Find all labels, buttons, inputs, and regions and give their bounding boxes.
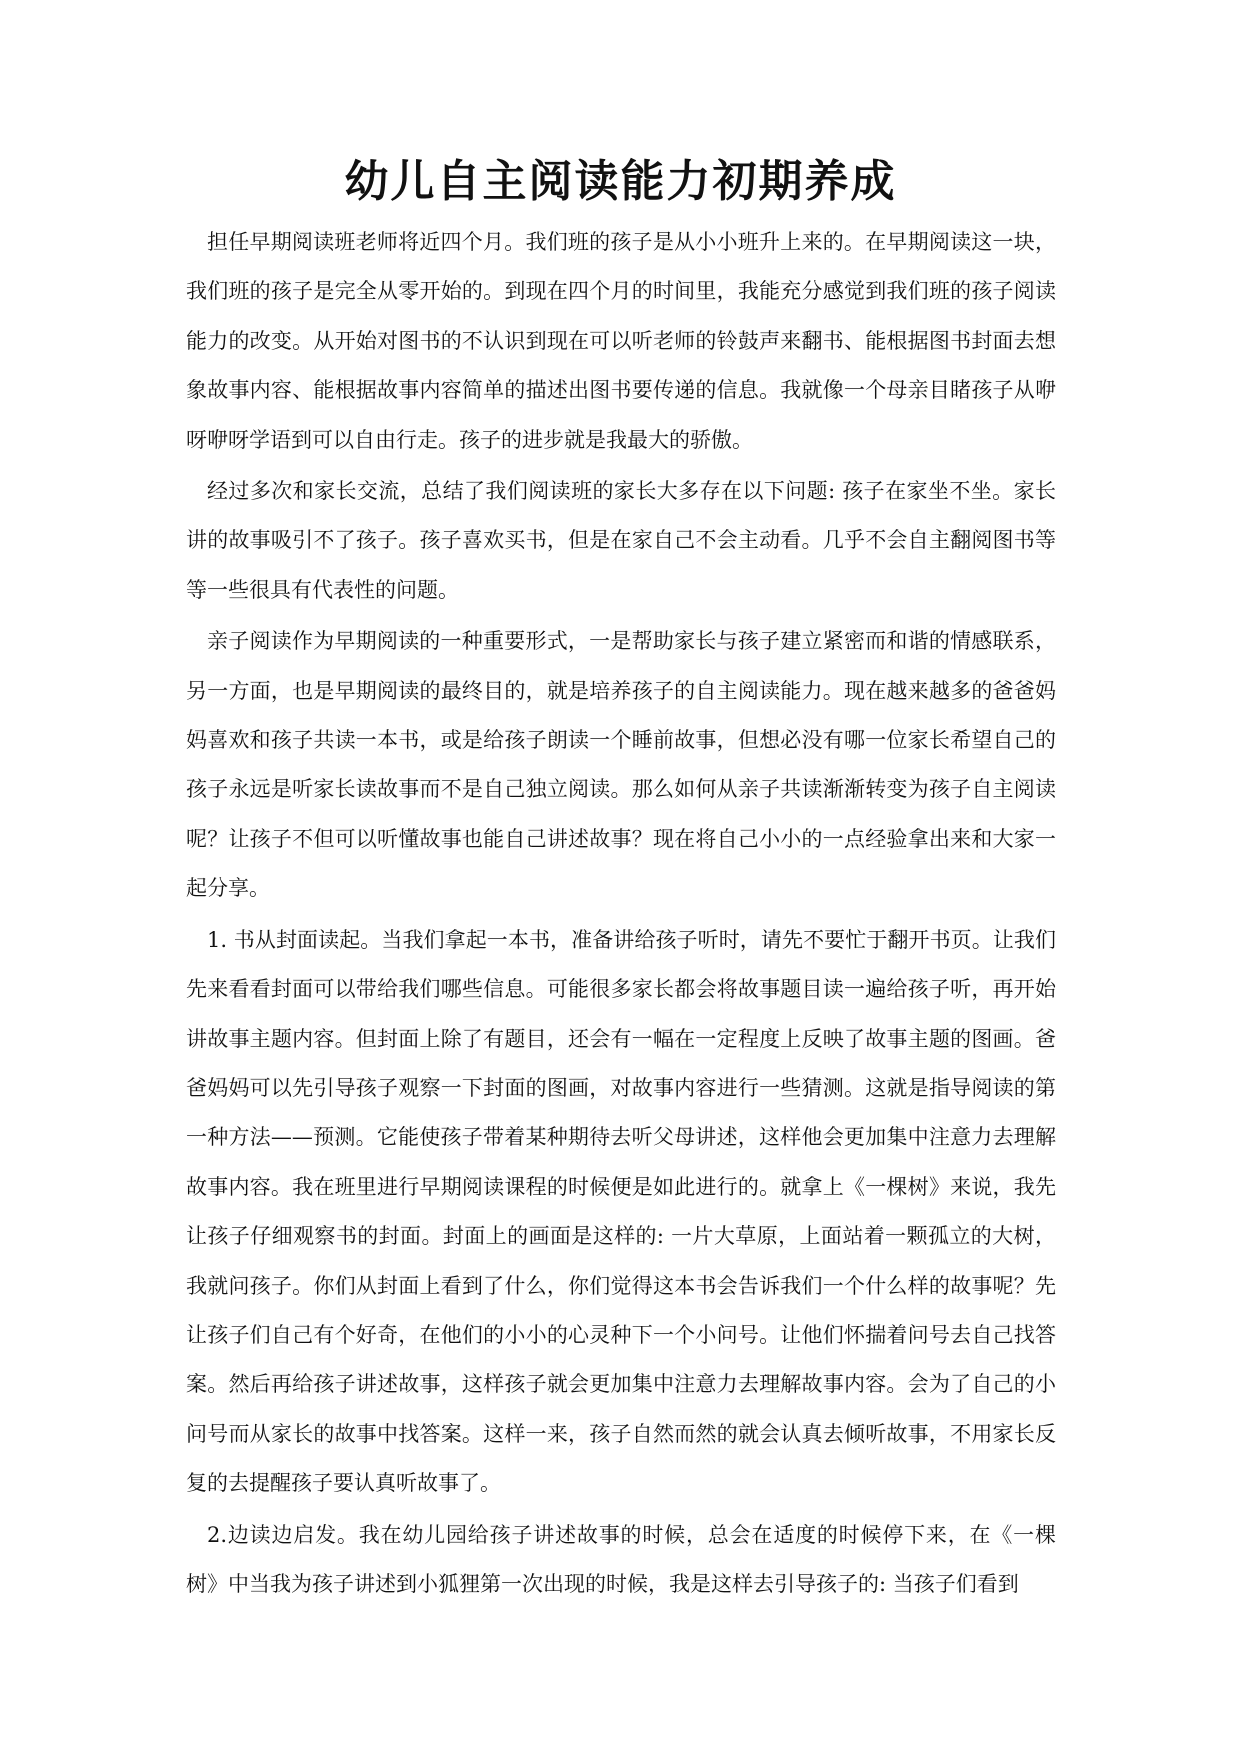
paragraph-4: 1. 书从封面读起。当我们拿起一本书，准备讲给孩子听时，请先不要忙于翻开书页。让我们先来看看封面可以带给我们哪些信息。可能很多家长都会将故事题目读一遍给孩子听，再开始讲故事主题内容。但封面上除了有题目，还会有一幅在一定程度上反映了故事主题的图画。爸爸妈妈可以先引导孩子观察一下封面的图画，对故事内容进行一些猜测。这就是指导阅读的第一种方法——预测。它能使孩子带着某种期待去听父母讲述，这样他会更加集中注意力去理解故事内容。我在班里进行早期阅读课程的时候便是如此进行的。就拿上《一棵树》来说，我先让孩子仔细观察书的封面。封面上的画面是这样的: 一片大草原，上面站着一颗孤立的大树，我就问孩子。你们从封面上看到了什么，你们觉得这本书会告诉我们一个什么样的故事呢？先让孩子们自己有个好奇，在他们的小小的心灵种下一个小问号。让他们怀揣着问号去自己找答案。然后再给孩子讲述故事，这样孩子就会更加集中注意力去理解故事内容。会为了自己的小问号而从家长的故事中找答案。这样一来，孩子自然而然的就会认真去倾听故事，不用家长反复的去提醒孩子要认真听故事了。	[186, 927, 1056, 1496]
document-body	[186, 218, 1056, 1611]
document-title: 幼儿自主阅读能力初期养成	[344, 156, 897, 207]
paragraph-3: 亲子阅读作为早期阅读的一种重要形式，一是帮助家长与孩子建立紧密而和谐的情感联系，另一方面，也是早期阅读的最终目的，就是培养孩子的自主阅读能力。现在越来越多的爸爸妈妈喜欢和孩子共读一本书，或是给孩子朗读一个睡前故事，但想必没有哪一位家长希望自己的孩子永远是听家长读故事而不是自己独立阅读。那么如何从亲子共读渐渐转变为孩子自主阅读呢？让孩子不但可以听懂故事也能自己讲述故事？现在将自己小小的一点经验拿出来和大家一起分享。	[186, 629, 1056, 901]
paragraph-2: 经过多次和家长交流，总结了我们阅读班的家长大多存在以下问题: 孩子在家坐不坐。家长讲的故事吸引不了孩子。孩子喜欢买书，但是在家自己不会主动看。几乎不会自主翻阅图书等等一些很具有代表性的问题。	[186, 479, 1056, 602]
paragraph-1: 担任早期阅读班老师将近四个月。我们班的孩子是从小小班升上来的。在早期阅读这一块，我们班的孩子是完全从零开始的。到现在四个月的时间里，我能充分感觉到我们班的孩子阅读能力的改变。从开始对图书的不认识到现在可以听老师的铃鼓声来翻书、能根据图书封面去想象故事内容、能根据故事内容简单的描述出图书要传递的信息。我就像一个母亲目睹孩子从咿呀咿呀学语到可以自由行走。孩子的进步就是我最大的骄傲。	[186, 230, 1056, 452]
paragraph-5: 2.边读边启发。我在幼儿园给孩子讲述故事的时候，总会在适度的时候停下来，在《一棵树》中当我为孩子讲述到小狐狸第一次出现的时候，我是这样去引导孩子的: 当孩子们看到	[186, 1522, 1056, 1596]
